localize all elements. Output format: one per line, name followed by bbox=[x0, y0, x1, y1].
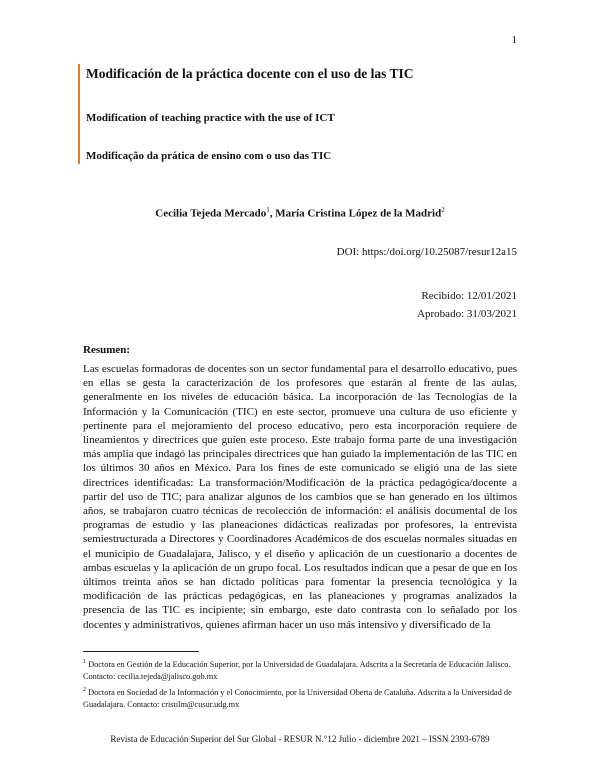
author-separator: , bbox=[269, 207, 276, 220]
author-line bbox=[0, 206, 600, 220]
footnote bbox=[83, 656, 517, 684]
dates-block bbox=[417, 287, 517, 323]
abstract-text: Las escuelas formadoras de docentes son un sector fundamental para el desarrollo educativo, pues en ellas se gesta la caracterización de los profesores que estarán al frente de las aulas, generalmente en los niveles de educación básica. La incorporación de las Tecnologías de la Información y la Comunicación (TIC) en este sector, promueve una cultura de uso eficiente y pertinente para el mejoramiento del proceso educativo, pero esta incorporación requiere de lineamientos y directrices que guíen este proceso. Este trabajo forma parte de una investigación más amplia que indagó las principales directrices que han guiado la implementación de las TIC en los últimos 30 años en México. Para los fines de este comunicado se eligió una de las siete directrices identificadas: La transformación/Modificación de la práctica pedagógica/docente a partir del uso de TIC; para analizar algunos de los cambios que se han generado en los últimos años, se trabajaron cuatro técnicas de recolección de información: el análisis documental de los programas de estudio y las planeaciones didácticas realizadas por profesores, la entrevista semiestructurada a Directores y Coordinadores Académicos de dos escuelas normales situadas en el municipio de Guadalajara, Jalisco, y el diseño y aplicación de un cuestionario a docentes de ambas escuelas y la aplicación de un grupo focal. Los resultados indican que a pesar de que en los últimos treinta años se han dictado políticas para fomentar la presencia tecnológica y la modificación de las prácticas pedagógicas, en las planeaciones y programas analizados la presencia de las TIC es incipiente; sin embargo, este dato contrasta con lo señalado por los docentes y administrativos, quienes afirman hacer un uso más intensivo y diversificado de la bbox=[83, 363, 517, 631]
footnote-text: Doctora en Sociedad de la Información y el Conocimiento, por la Universidad Oberta de Cataluña. Adscrita a la Universidad de Guadalajara. Contacto: cristilm@cusur.udg.mx bbox=[83, 687, 512, 710]
footnote-divider bbox=[83, 651, 199, 652]
title-spanish: Modificación de la práctica docente con el uso de las TIC bbox=[86, 66, 414, 81]
footnote-marker[interactable]: 2 bbox=[441, 206, 445, 214]
received-date: Recibido: 12/01/2021 bbox=[421, 290, 517, 302]
approved-date: Aprobado: 31/03/2021 bbox=[417, 308, 517, 320]
author-name: María Cristina López de la Madrid bbox=[275, 207, 442, 220]
doi[interactable]: DOI: https:/doi.org/10.25087/resur12a15 bbox=[336, 246, 517, 258]
author-name: Cecilia Tejeda Mercado bbox=[155, 207, 267, 220]
abstract-heading: Resumen: bbox=[83, 344, 131, 356]
running-footer: Revista de Educación Superior del Sur Global - RESUR N.°12 Julio - diciembre 2021 – ISSN 2393-6789 bbox=[110, 734, 490, 744]
footnote bbox=[83, 684, 517, 712]
title-block bbox=[78, 64, 526, 164]
title-portuguese: Modificação da prática de ensino com o uso das TIC bbox=[86, 150, 332, 162]
footnote-text: Doctora en Gestión de la Educación Superior, por la Universidad de Guadalajara. Adscrita a la Secretaría de Educación Jalisco. Contacto: cecilia.tejeda@jalisco.gob.mx bbox=[83, 659, 511, 682]
footnote-marker: 1 bbox=[83, 659, 86, 665]
footnote-marker: 2 bbox=[83, 686, 86, 693]
page-number: 1 bbox=[511, 34, 517, 46]
footnote-marker[interactable]: 1 bbox=[266, 206, 270, 214]
footnotes bbox=[83, 656, 517, 712]
title-english: Modification of teaching practice with the use of ICT bbox=[86, 112, 335, 124]
